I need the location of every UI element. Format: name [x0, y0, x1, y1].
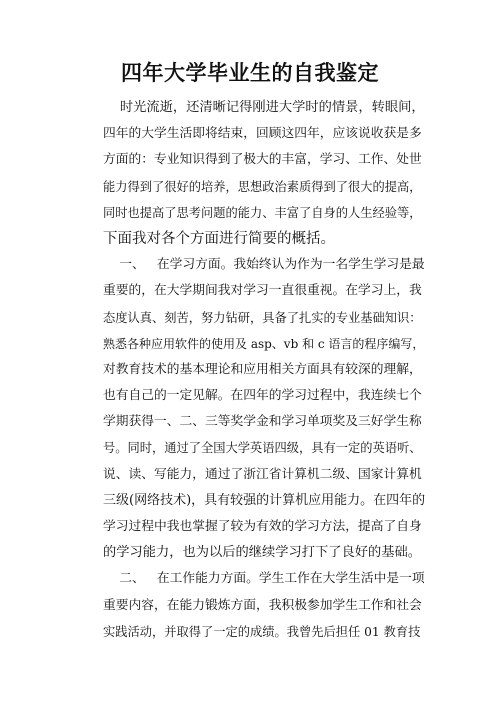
text-line: 时光流逝，还清晰记得刚进大学时的情景，转眼间， — [103, 100, 425, 115]
text-line: 三级(网络技术)，具有较强的计算机应用能力。在四年的 — [103, 492, 426, 508]
text-line: 态度认真、刻苦，努力钻研，具备了扎实的专业基础知识： — [103, 310, 422, 325]
text-line: 的学习能力，也为以后的继续学习打下了良好的基础。 — [103, 545, 422, 561]
text-line: 一、 在学习方面。我始终认为作为一名学生学习是最 — [103, 257, 425, 273]
text-line: 实践活动，并取得了一定的成绩。我曾先后担任 01 教育技 — [103, 624, 421, 639]
text-line: 熟悉各种应用软件的使用及 asp、vb 和 c 语言的程序编写， — [103, 336, 425, 351]
text-line: 下面我对各个方面进行简要的概括。 — [103, 230, 335, 247]
text-line: 重要内容，在能力锻炼方面，我积极参加学生工作和社会 — [103, 597, 422, 613]
document-title: 四年大学毕业生的自我鉴定 — [121, 60, 379, 85]
text-line: 学期获得一、二、三等奖学金和学习单项奖及三好学生称 — [103, 414, 422, 430]
text-line: 方面的：专业知识得到了极大的丰富，学习、工作、处世 — [103, 152, 422, 168]
text-line: 学习过程中我也掌握了较为有效的学习方法，提高了自身 — [103, 519, 422, 534]
text-line: 四年的大学生活即将结束，回顾这四年，应该说收获是多 — [103, 126, 422, 142]
text-line: 也有自己的一定见解。在四年的学习过程中，我连续七个 — [103, 388, 422, 404]
text-line: 号。同时，通过了全国大学英语四级，具有一定的英语听、 — [103, 441, 422, 456]
text-line: 说、读、写能力，通过了浙江省计算机二级、国家计算机 — [103, 466, 422, 482]
text-line: 二、 在工作能力方面。学生工作在大学生活中是一项 — [103, 571, 425, 587]
text-line: 同时也提高了思考问题的能力、丰富了自身的人生经验等， — [103, 205, 422, 220]
text-line: 重要的，在大学期间我对学习一直很重视。在学习上，我 — [103, 283, 422, 299]
text-line: 能力得到了很好的培养，思想政治素质得到了很大的提高， — [103, 179, 422, 194]
text-line: 对教育技术的基本理论和应用相关方面具有较深的理解， — [103, 361, 422, 377]
document-body — [103, 95, 426, 645]
